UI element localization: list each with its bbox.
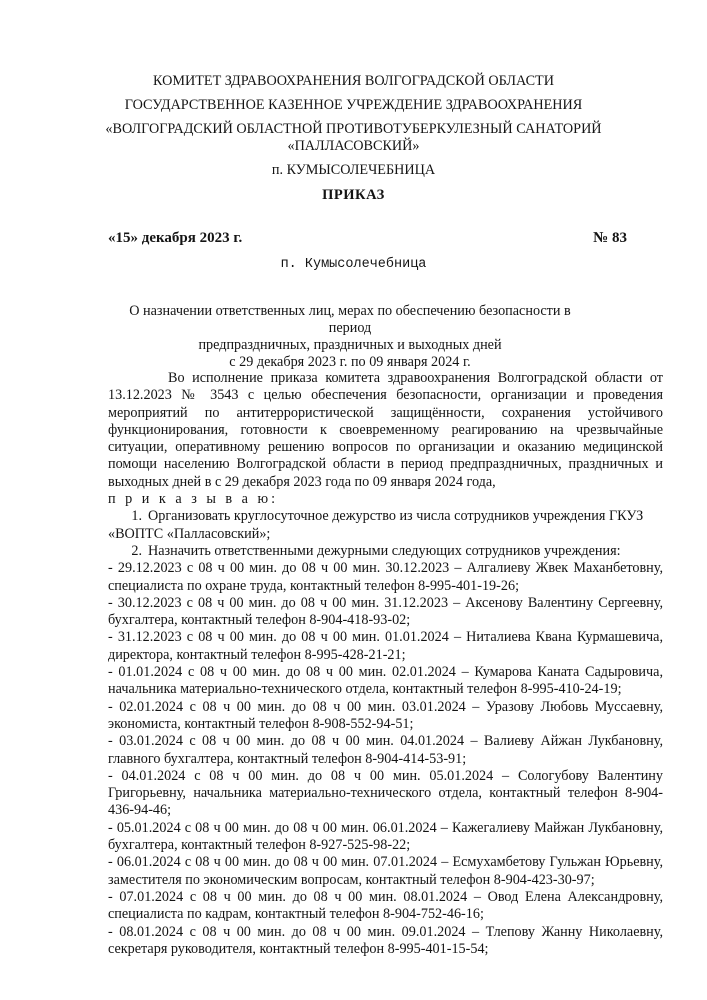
order-subject	[120, 303, 580, 371]
subject-line-2: предпраздничных, праздничных и выходных дней	[198, 337, 502, 353]
subject-line-3: с 29 декабря 2023 г. по 09 января 2024 г.	[229, 354, 471, 370]
document-title: ПРИКАЗ	[322, 187, 385, 203]
order-place: п. Кумысолечебница	[280, 257, 427, 272]
duty-entry: - 29.12.2023 с 08 ч 00 мин. до 08 ч 00 мин. 30.12.2023 – Алгалиеву Жвек Маханбетовну, специалиста по охране труда, контактный телефон 8-995-401-19-26;	[108, 560, 663, 594]
preamble-paragraph: Во исполнение приказа комитета здравоохранения Волгоградской области от 13.12.2023 № 3543 с целью обеспечения безопасности, организации и проведения мероприятий по антитеррористической защищённости, сохранения устойчивого функционирования, готовности к своевременному реагированию на чрезвычайные ситуации, оперативному решению вопросов по организации и оказанию медицинской помощи населению Волгоградской области в период предпраздничных, праздничных и выходных дней в с 29 декабря 2023 года по 09 января 2024 года,	[108, 370, 663, 490]
duty-entry: - 30.12.2023 с 08 ч 00 мин. до 08 ч 00 мин. 31.12.2023 – Аксенову Валентину Сергеевну, бухгалтера, контактный телефон 8-904-418-93-02;	[108, 594, 663, 629]
duty-entry: - 05.01.2024 с 08 ч 00 мин. до 08 ч 00 мин. 06.01.2024 – Кажегалиеву Майжан Лукбановну, бухгалтера, контактный телефон 8-927-525-98-22;	[108, 819, 663, 854]
duty-entry: - 08.01.2024 с 08 ч 00 мин. до 08 ч 00 мин. 09.01.2024 – Тлепову Жанну Николаевну, секретаря руководителя, контактный телефон 8-995-401-15-54;	[108, 923, 663, 957]
duty-entry: - 04.01.2024 с 08 ч 00 мин. до 08 ч 00 мин. 05.01.2024 – Сологубову Валентину Григорьевну, начальника материально-технического отдела, контактный телефон 8-904-436-94-46;	[108, 767, 663, 819]
header-institution-name: «ВОЛГОГРАДСКИЙ ОБЛАСТНОЙ ПРОТИВОТУБЕРКУЛЕЗНЫЙ САНАТОРИЙ	[105, 121, 602, 137]
duty-entry: - 01.01.2024 с 08 ч 00 мин. до 08 ч 00 мин. 02.01.2024 – Кумарова Каната Садыровича, начальника материально-технического отдела, контактный телефон 8-995-410-24-19;	[108, 664, 663, 698]
list-item-text: Назначить ответственными дежурными следующих сотрудников учреждения:	[148, 542, 621, 559]
subject-line-1: О назначении ответственных лиц, мерах по обеспечению безопасности в период	[129, 303, 571, 336]
list-item-number: 2.	[131, 542, 142, 559]
duty-entry: - 03.01.2024 с 08 ч 00 мин. до 08 ч 00 мин. 04.01.2024 – Валиеву Айжан Лукбановну, главного бухгалтера, контактный телефон 8-904-414-53-91;	[108, 733, 663, 767]
list-item-number: 1.	[131, 508, 142, 525]
order-word: п р и к а з ы в а ю:	[108, 491, 279, 508]
header-institution-type: ГОСУДАРСТВЕННОЕ КАЗЕННОЕ УЧРЕЖДЕНИЕ ЗДРАВООХРАНЕНИЯ	[124, 97, 583, 113]
header-committee: КОМИТЕТ ЗДРАВООХРАНЕНИЯ ВОЛГОГРАДСКОЙ ОБЛАСТИ	[153, 73, 554, 89]
list-item-text: Организовать круглосуточное дежурство из числа сотрудников учреждения ГКУЗ	[148, 508, 644, 525]
duty-entry: - 07.01.2024 с 08 ч 00 мин. до 08 ч 00 мин. 08.01.2024 – Овод Елена Александровну, специалиста по кадрам, контактный телефон 8-904-752-46-16;	[108, 888, 663, 923]
list-item-1	[108, 508, 663, 525]
list-item-1-continuation: «ВОПТС «Палласовский»;	[108, 525, 271, 542]
duty-entry: - 31.12.2023 с 08 ч 00 мин. до 08 ч 00 мин. 01.01.2024 – Ниталиева Квана Курмашевича, директора, контактный телефон 8-995-428-21-21;	[108, 629, 663, 663]
header-institution-name-cont: «ПАЛЛАСОВСКИЙ»	[287, 138, 420, 154]
order-number: № 83	[593, 230, 627, 246]
duty-list	[108, 560, 663, 958]
duty-entry: - 02.01.2024 с 08 ч 00 мин. до 08 ч 00 мин. 03.01.2024 – Уразову Любовь Муссаевну, экономиста, контактный телефон 8-908-552-94-51;	[108, 698, 663, 732]
list-item-2	[108, 543, 663, 560]
order-body	[108, 370, 663, 958]
duty-entry: - 06.01.2024 с 08 ч 00 мин. до 08 ч 00 мин. 07.01.2024 – Есмухамбетову Гульжан Юрьевну, заместителя по экономическим вопросам, контактный телефон 8-904-423-30-97;	[108, 854, 663, 888]
order-date: «15» декабря 2023 г.	[108, 230, 243, 246]
header-place: п. КУМЫСОЛЕЧЕБНИЦА	[271, 162, 436, 178]
